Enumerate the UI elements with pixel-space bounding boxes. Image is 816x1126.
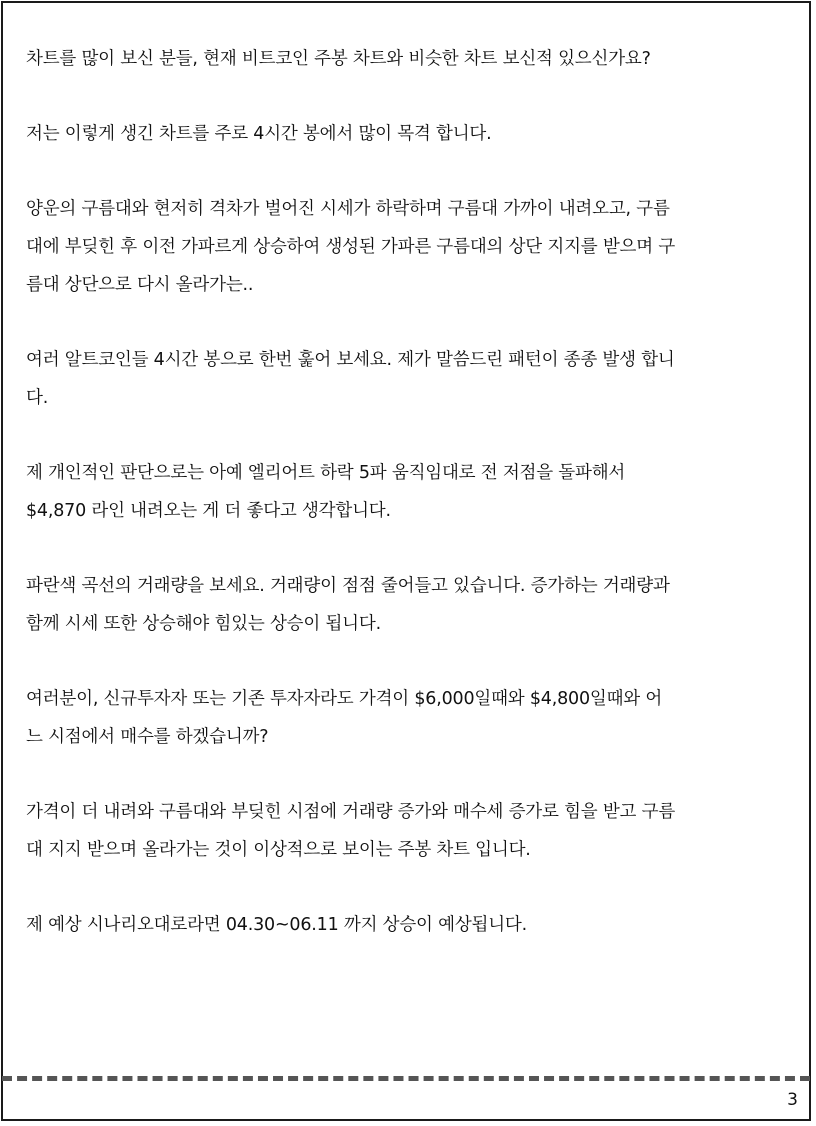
text-line: 여러분이, 신규투자자 또는 기존 투자자라도 가격이 $6,000일때와 $4,800일때와 어 [26,689,663,709]
paragraph-3 [26,190,788,304]
text-line: 대에 부딪힌 후 이전 가파르게 상승하여 생성된 가파른 구름대의 상단 지지를 받으며 구 [26,237,676,257]
paragraph-2 [26,115,788,153]
paragraph-7 [26,680,788,756]
paragraph-1 [26,40,788,78]
paragraph-9 [26,906,788,944]
text-line: 여러 알트코인들 4시간 봉으로 한번 훑어 보세요. 제가 말씀드린 패턴이 종종 발생 합니 [26,350,675,370]
paragraph-5 [26,454,788,530]
text-line: 차트를 많이 보신 분들, 현재 비트코인 주봉 차트와 비슷한 차트 보신적 있으신가요? [26,49,651,69]
text-line: $4,870 라인 내려오는 게 더 좋다고 생각합니다. [26,501,391,521]
text-line: 다. [26,388,49,408]
paragraph-4 [26,341,788,417]
text-line: 느 시점에서 매수를 하겠습니까? [26,727,269,747]
paragraph-6 [26,567,788,643]
text-line: 대 지지 받으며 올라가는 것이 이상적으로 보이는 주봉 차트 입니다. [26,840,531,860]
text-line: 름대 상단으로 다시 올라가는.. [26,275,254,295]
text-line: 저는 이렇게 생긴 차트를 주로 4시간 봉에서 많이 목격 합니다. [26,124,492,144]
text-line: 제 개인적인 판단으로는 아예 엘리어트 하락 5파 움직임대로 전 저점을 돌파해서 [26,463,626,483]
text-line: 함께 시세 또한 상승해야 힘있는 상승이 됩니다. [26,614,381,634]
text-line: 가격이 더 내려와 구름대와 부딪힌 시점에 거래량 증가와 매수세 증가로 힘을 받고 구름 [26,802,676,822]
footer-divider [2,1076,810,1081]
document-body [26,40,788,981]
paragraph-8 [26,793,788,869]
text-line: 제 예상 시나리오대로라면 04.30~06.11 까지 상승이 예상됩니다. [26,915,528,935]
text-line: 파란색 곡선의 거래량을 보세요. 거래량이 점점 줄어들고 있습니다. 증가하는 거래량과 [26,576,670,596]
page-number: 3 [787,1090,798,1110]
text-line: 양운의 구름대와 현저히 격차가 벌어진 시세가 하락하며 구름대 가까이 내려오고, 구름 [26,199,670,219]
